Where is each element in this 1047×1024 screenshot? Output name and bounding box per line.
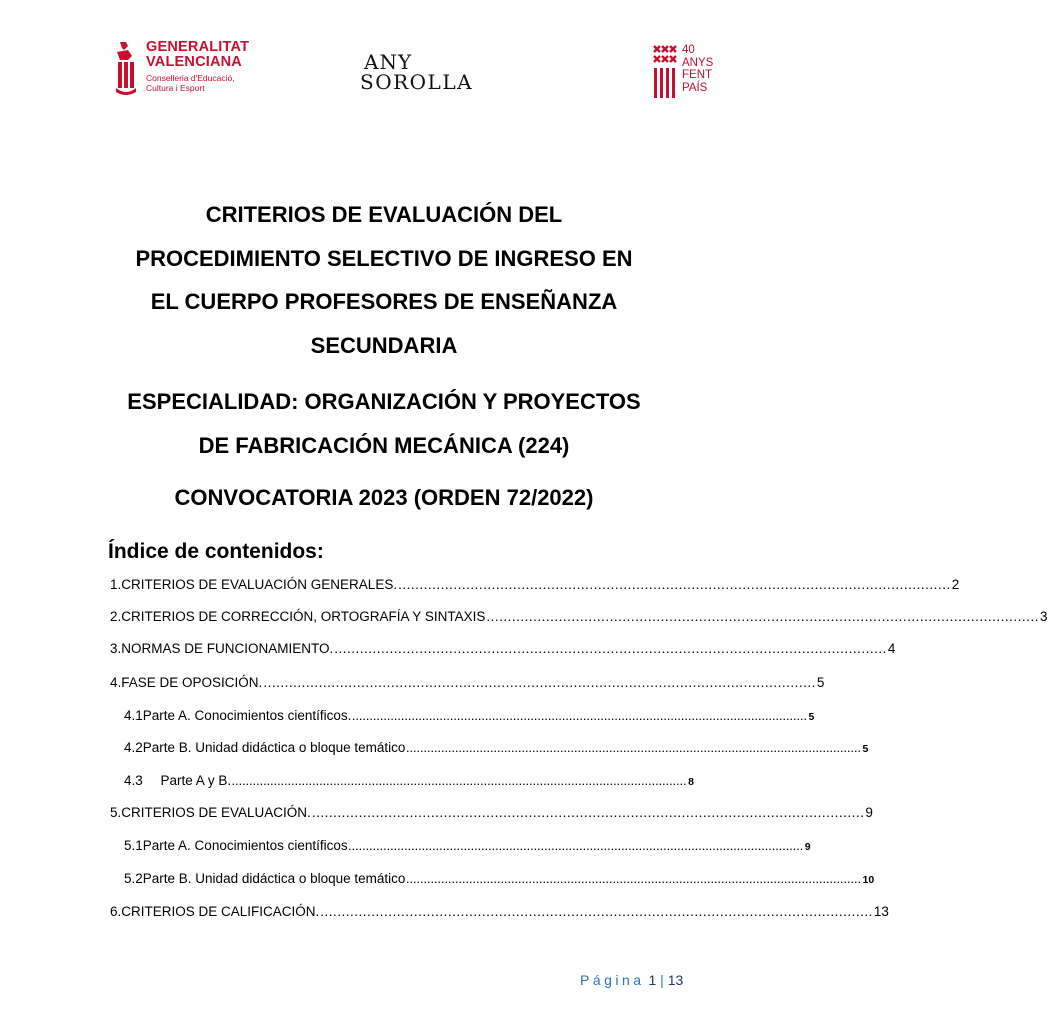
toc-leader-dots: ..................................................................................................................................	[352, 712, 808, 722]
toc-subentry[interactable]	[124, 740, 869, 757]
any-sorolla-line1: ANY	[364, 50, 413, 74]
toc-entry-label: Parte B. Unidad didáctica o bloque temático	[142, 740, 406, 755]
toc-subentry[interactable]	[124, 708, 815, 725]
page-footer	[580, 972, 683, 988]
toc-heading: Índice de contenidos:	[108, 540, 324, 563]
toc-entry-label: CRITERIOS DE EVALUACIÓN.	[121, 805, 311, 820]
toc-entry[interactable]	[110, 609, 1047, 625]
document-title	[60, 193, 708, 367]
toc-entry-label: Parte A. Conocimientos científicos	[142, 838, 348, 853]
40-anys-line4: PAÍS	[682, 81, 708, 94]
40-anys-line3: FENT	[682, 69, 713, 81]
toc-entry-page: 9	[865, 805, 873, 820]
specialty-line: ESPECIALIDAD: ORGANIZACIÓN Y PROYECTOS	[127, 389, 641, 414]
conselleria-line1: Conselleria d'Educació,	[146, 73, 235, 83]
toc-entry-page: 13	[873, 904, 889, 919]
toc-leader-dots: ..................................................................................................................................	[320, 904, 873, 919]
toc-entry[interactable]	[110, 904, 889, 920]
title-line: SECUNDARIA	[310, 332, 458, 358]
toc-entry-page: 5	[862, 743, 869, 755]
generalitat-name-line2: VALENCIANA	[146, 54, 242, 70]
toc-entry[interactable]	[110, 641, 896, 657]
generalitat-valenciana-logo	[114, 40, 249, 96]
toc-entry-label: CRITERIOS DE EVALUACIÓN GENERALES.	[121, 577, 398, 592]
toc-entry-label: Parte B. Unidad didáctica o bloque temático	[142, 871, 406, 886]
toc-entry[interactable]	[110, 675, 825, 691]
toc-entry-page: 9	[804, 841, 811, 853]
toc-leader-dots: ..................................................................................................................................	[398, 577, 951, 592]
title-line: PROCEDIMIENTO SELECTIVO DE INGRESO EN	[135, 245, 633, 271]
toc-leader-dots: ..................................................................................................................................	[406, 875, 862, 885]
generalitat-emblem-icon	[114, 40, 140, 96]
specialty-line: DE FABRICACIÓN MECÁNICA (224)	[198, 432, 570, 458]
toc-entry-number: 3.	[110, 641, 122, 656]
toc-entry-page: 3	[1039, 609, 1047, 624]
40-anys-fent-pais-logo	[652, 44, 713, 100]
toc-subentry[interactable]	[124, 773, 694, 790]
40-anys-emblem-icon	[652, 44, 678, 100]
toc-entry-page: 5	[816, 675, 825, 690]
toc-entry-number: 1.	[110, 577, 122, 592]
toc-entry[interactable]	[110, 805, 873, 821]
toc-entry-number: 5.	[110, 805, 122, 820]
page-header	[0, 36, 768, 106]
toc-entry-number: 5.2	[124, 871, 143, 886]
page-label: Página	[580, 972, 645, 988]
conselleria-line2: Cultura i Esport	[146, 83, 205, 93]
generalitat-name-line1: GENERALITAT	[146, 39, 250, 55]
toc-leader-dots: ..................................................................................................................................	[311, 805, 865, 820]
toc-entry-number: 4.2	[124, 740, 143, 755]
total-pages: 13	[667, 972, 684, 988]
toc-entry-page: 5	[808, 711, 815, 723]
title-line: EL CUERPO PROFESORES DE ENSEÑANZA	[150, 289, 618, 314]
toc-entry-page: 2	[951, 577, 960, 592]
any-sorolla-line2: SOROLLA	[360, 70, 474, 94]
toc-entry-label: CRITERIOS DE CALIFICACIÓN.	[121, 904, 320, 919]
toc-leader-dots: ..................................................................................................................................	[232, 777, 688, 787]
toc-entry-number: 5.1	[124, 838, 143, 853]
toc-entry-number: 2.	[110, 609, 122, 624]
toc-entry-number: 4.	[110, 675, 122, 690]
convocatoria-title	[60, 476, 708, 520]
toc-entry-label: FASE DE OPOSICIÓN.	[121, 675, 263, 690]
page-separator: |	[660, 972, 664, 988]
toc-subentry[interactable]	[124, 838, 811, 855]
toc-leader-dots: ..................................................................................................................................	[334, 641, 887, 656]
toc-entry-number: 4.1	[124, 708, 143, 723]
toc-leader-dots: ..................................................................................................................................	[263, 675, 816, 690]
toc-entry-number: 4.3	[124, 773, 143, 788]
40-anys-line2: ANYS	[682, 56, 714, 69]
toc-leader-dots: ..................................................................................................................................	[406, 744, 862, 754]
toc-subentry[interactable]	[124, 871, 875, 888]
toc-entry-page: 8	[688, 776, 694, 788]
toc-entry-number: 6.	[110, 904, 122, 919]
page-number: 1	[648, 972, 657, 988]
toc-entry-label: Parte A y B.	[160, 773, 232, 788]
toc-entry-label: NORMAS DE FUNCIONAMIENTO.	[121, 641, 334, 656]
toc-entry-page: 4	[887, 641, 896, 656]
toc-entry-label: Parte A. Conocimientos científicos.	[142, 708, 352, 723]
40-anys-line1: 40	[682, 44, 695, 56]
any-sorolla-logo	[360, 52, 473, 92]
toc-entry-label: CRITERIOS DE CORRECCIÓN, ORTOGRAFÍA Y SINTAXIS	[121, 609, 486, 624]
specialty-title	[60, 380, 708, 467]
title-line: CRITERIOS DE EVALUACIÓN DEL	[205, 202, 563, 227]
toc-entry-page: 10	[862, 874, 875, 886]
convocatoria-line: CONVOCATORIA 2023 (ORDEN 72/2022)	[174, 485, 594, 510]
toc-entry[interactable]	[110, 577, 960, 593]
toc-leader-dots: ..................................................................................................................................	[348, 842, 804, 852]
toc-leader-dots: ..................................................................................................................................	[486, 609, 1039, 624]
